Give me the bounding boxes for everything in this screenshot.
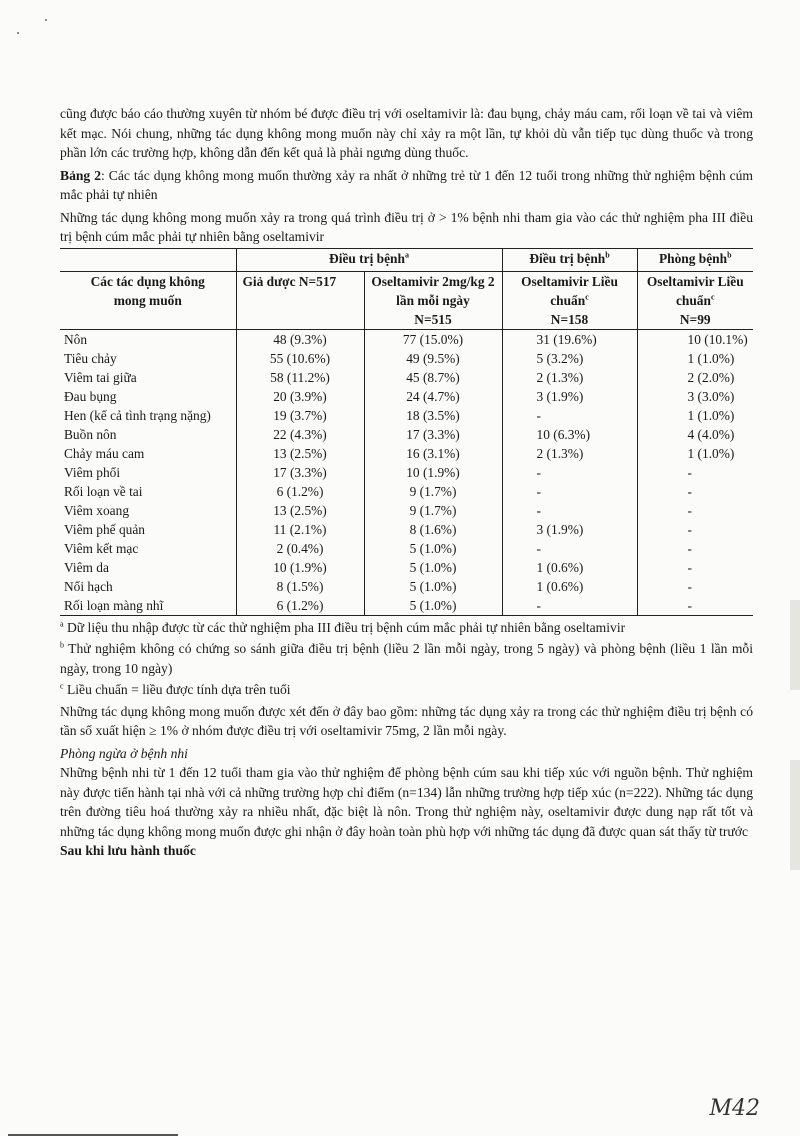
row-label: Rối loạn màng nhĩ xyxy=(60,596,236,616)
row-value: 5 (3.2%) xyxy=(502,349,637,368)
row-label: Tiêu chảy xyxy=(64,350,117,366)
row-label: Viêm phổi xyxy=(64,464,121,480)
row-value: 3 (3.0%) xyxy=(637,387,753,406)
table-row xyxy=(60,482,753,501)
page-content xyxy=(60,104,753,861)
header-oseltamivir-2mg: Oseltamivir 2mg/kg 2 lần mỗi ngày N=515 xyxy=(364,271,502,329)
row-label: Nôn xyxy=(64,331,88,347)
row-value: 77 (15.0%) xyxy=(364,329,502,349)
row-value: - xyxy=(502,501,637,520)
scan-edge-mark xyxy=(790,760,800,870)
table-title-label: Bảng 2 xyxy=(60,167,102,183)
row-value: - xyxy=(637,520,753,539)
row-value: - xyxy=(502,463,637,482)
row-value: 19 (3.7%) xyxy=(236,406,364,425)
table-row xyxy=(60,558,753,577)
row-value: 8 (1.6%) xyxy=(364,520,502,539)
row-value: 31 (19.6%) xyxy=(502,329,637,349)
row-value: 11 (2.1%) xyxy=(236,520,364,539)
row-value: 10 (1.9%) xyxy=(236,558,364,577)
row-value: - xyxy=(502,539,637,558)
row-value: 4 (4.0%) xyxy=(637,425,753,444)
row-value: 5 (1.0%) xyxy=(364,539,502,558)
row-value: 58 (11.2%) xyxy=(236,368,364,387)
section-paragraph: Những bệnh nhi từ 1 đến 12 tuổi tham gia vào thử nghiệm để phòng bệnh cúm sau khi tiếp xúc với nguồn bệnh. Thử nghiệm này được tiến hành tại nhà với cả những trường hợp chỉ điểm (n=134) lẫn những trường hợp tiếp xúc (n=222). Những tác dụng trên đường tiêu hoá thường xảy ra nhiều nhất, đặc biệt là nôn. Trong thử nghiệm này, oseltamivir được dung nạp rất tốt và những tác dụng không mong muốn được ghi nhận ở đây hoàn toàn phù hợp với những tác dụng đã được quan sát thấy từ trước xyxy=(60,765,753,839)
table-row xyxy=(60,329,753,349)
row-value: 48 (9.3%) xyxy=(236,329,364,349)
scan-speck xyxy=(17,32,19,34)
table-row xyxy=(60,577,753,596)
row-value: - xyxy=(502,596,637,616)
table-group-header xyxy=(60,248,753,271)
header-oseltamivir-standard-prevention: Oseltamivir Liều chuẩn$^c$ N=99 xyxy=(637,271,753,329)
group-header-empty xyxy=(60,248,236,271)
row-value: 6 (1.2%) xyxy=(236,596,364,616)
header-oseltamivir-standard-treatment: Oseltamivir Liều chuẩn$^c$ N=158 xyxy=(502,271,637,329)
scan-edge-mark xyxy=(790,600,800,690)
table-column-header xyxy=(60,271,753,329)
table-row xyxy=(60,520,753,539)
table-row xyxy=(60,349,753,368)
table-row xyxy=(60,425,753,444)
table-row xyxy=(60,539,753,558)
row-value: 9 (1.7%) xyxy=(364,482,502,501)
table-title xyxy=(60,166,753,205)
handwritten-signature: M42 xyxy=(709,1095,760,1121)
group-header-treatment-b: Điều trị bệnh$^b$ xyxy=(502,248,637,271)
group-header-prevention: Phòng bệnh$^b$ xyxy=(637,248,753,271)
row-value: 5 (1.0%) xyxy=(364,558,502,577)
row-value: 22 (4.3%) xyxy=(236,425,364,444)
table-caption: Những tác dụng không mong muốn xảy ra trong quá trình điều trị ở > 1% bệnh nhi tham gia vào các thử nghiệm pha III điều trị bệnh cúm mắc phải tự nhiên bằng oseltamivir xyxy=(60,209,753,244)
row-value: 2 (1.3%) xyxy=(502,444,637,463)
row-value: - xyxy=(637,539,753,558)
row-value: 13 (2.5%) xyxy=(236,501,364,520)
row-value: 10 (1.9%) xyxy=(364,463,502,482)
row-label: Viêm da xyxy=(64,559,109,575)
row-value: - xyxy=(637,463,753,482)
table-row xyxy=(60,444,753,463)
adverse-effects-table xyxy=(60,248,753,616)
row-value: 9 (1.7%) xyxy=(364,501,502,520)
row-label: Đau bụng xyxy=(64,388,117,404)
intro-paragraph: cũng được báo cáo thường xuyên từ nhóm bé được điều trị với oseltamivir là: đau bụng, chảy máu cam, rối loạn về tai và viêm kết mạc. Nói chung, những tác dụng không mong muốn này chỉ xảy ra một lần, tự khỏi dù vẫn tiếp tục dùng thuốc và trong phần lớn các trường hợp, không dẫn đến kết quả là phải ngưng dùng thuốc. xyxy=(60,106,753,160)
row-value: 13 (2.5%) xyxy=(236,444,364,463)
row-value: 16 (3.1%) xyxy=(364,444,502,463)
header-adverse-effects: Các tác dụng không mong muốn xyxy=(60,271,236,329)
row-value: 5 (1.0%) xyxy=(364,577,502,596)
row-value: 3 (1.9%) xyxy=(502,387,637,406)
group-header-treatment-a: Điều trị bệnh$^a$ xyxy=(236,248,502,271)
row-value: - xyxy=(637,501,753,520)
header-placebo: Giả dược N=517 xyxy=(236,271,364,329)
scan-speck xyxy=(45,19,47,21)
next-section-heading: Sau khi lưu hành thuốc xyxy=(60,843,196,858)
table-row xyxy=(60,387,753,406)
table-row xyxy=(60,596,753,616)
row-value: 5 (1.0%) xyxy=(364,596,502,616)
row-label: Viêm xoang xyxy=(64,502,130,518)
row-label: Viêm phế quản xyxy=(64,521,146,537)
row-label: Rối loạn về tai xyxy=(64,483,143,499)
row-value: - xyxy=(637,482,753,501)
row-value: 1 (1.0%) xyxy=(637,349,753,368)
row-value: 18 (3.5%) xyxy=(364,406,502,425)
row-value: 17 (3.3%) xyxy=(236,463,364,482)
footnote-a: $^a$ Dữ liệu thu nhập được từ các thử nghiệm pha III điều trị bệnh cúm mắc phải tự nhiên bằng oseltamivir xyxy=(60,618,626,635)
row-value: 17 (3.3%) xyxy=(364,425,502,444)
row-value: - xyxy=(637,596,753,616)
row-value: 24 (4.7%) xyxy=(364,387,502,406)
table-row xyxy=(60,368,753,387)
table-row xyxy=(60,463,753,482)
row-label: Viêm tai giữa xyxy=(64,369,137,385)
footnote-c: $^c$ Liều chuẩn = liều được tính dựa trên tuổi xyxy=(60,681,291,697)
row-value: - xyxy=(502,406,637,425)
row-label: Buồn nôn xyxy=(64,426,117,442)
row-value: 1 (0.6%) xyxy=(502,577,637,596)
section-heading: Phòng ngừa ở bệnh nhi xyxy=(60,745,188,761)
row-value: 2 (2.0%) xyxy=(637,368,753,387)
note-paragraph: Những tác dụng không mong muốn được xét đến ở đây bao gồm: những tác dụng xảy ra trong các thử nghiệm điều trị bệnh có tần số xuất hiện ≥ 1% ở nhóm được điều trị với oseltamivir 75mg, 2 lần mỗi ngày. xyxy=(60,703,753,738)
footnote-b: $^b$ Thử nghiệm không có chứng so sánh giữa điều trị bệnh (liều 2 lần mỗi ngày, trong 5 ngày) và phòng bệnh (liều 1 lần mỗi ngày, trong 10 ngày) xyxy=(60,640,753,676)
row-value: 3 (1.9%) xyxy=(502,520,637,539)
table-body xyxy=(60,329,753,615)
table-row xyxy=(60,501,753,520)
row-value: 10 (10.1%) xyxy=(637,329,753,349)
table-row xyxy=(60,406,753,425)
table-title-text: : Các tác dụng không mong muốn thường xảy ra nhất ở những trẻ từ 1 đến 12 tuổi trong những thử nghiệm bệnh cúm mắc phải tự nhiên xyxy=(60,167,754,202)
row-label: Chảy máu cam xyxy=(64,445,145,461)
row-value: 2 (1.3%) xyxy=(502,368,637,387)
row-value: 1 (1.0%) xyxy=(637,406,753,425)
row-label: Hen (kể cả tình trạng nặng) xyxy=(64,407,211,423)
row-value: 1 (1.0%) xyxy=(637,444,753,463)
row-label: Nổi hạch xyxy=(64,578,113,594)
row-value: 2 (0.4%) xyxy=(236,539,364,558)
row-value: 8 (1.5%) xyxy=(236,577,364,596)
row-value: 55 (10.6%) xyxy=(236,349,364,368)
row-value: - xyxy=(502,482,637,501)
row-value: 10 (6.3%) xyxy=(502,425,637,444)
row-value: 45 (8.7%) xyxy=(364,368,502,387)
row-value: 1 (0.6%) xyxy=(502,558,637,577)
row-value: 49 (9.5%) xyxy=(364,349,502,368)
row-value: 6 (1.2%) xyxy=(236,482,364,501)
row-value: - xyxy=(637,577,753,596)
row-value: 20 (3.9%) xyxy=(236,387,364,406)
row-label: Viêm kết mạc xyxy=(64,540,139,556)
row-value: - xyxy=(637,558,753,577)
